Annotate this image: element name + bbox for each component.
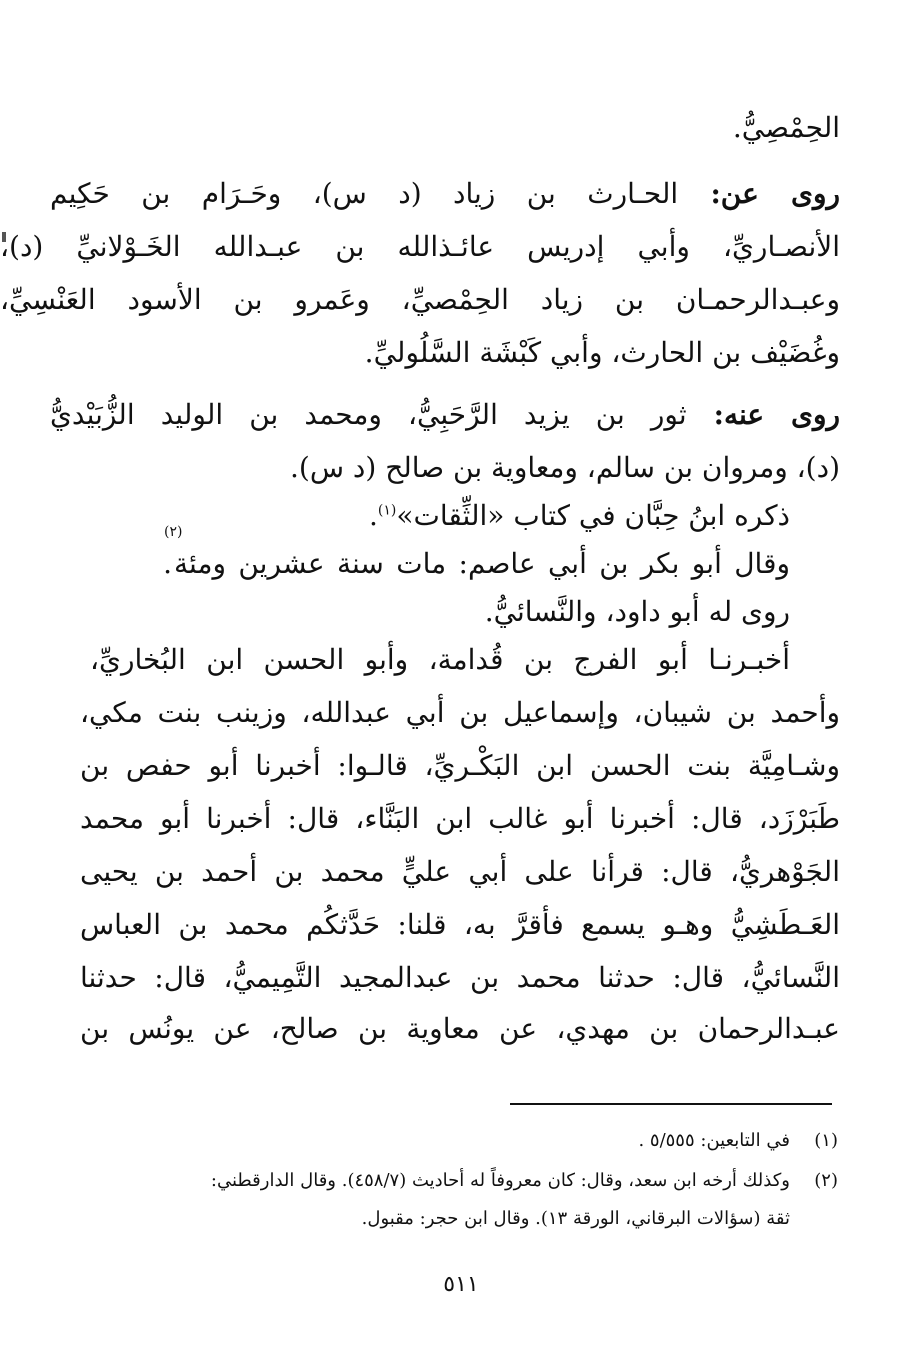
isnad-line-4 bbox=[80, 795, 840, 843]
abu-bakr-line bbox=[174, 540, 790, 588]
para1-line-2-text: الأنصـاريِّ، وأبي إدريس عائـذالله بن عبـدالله الخَـوْلانيِّ (د)، bbox=[0, 230, 840, 263]
abu-bakr-end: . bbox=[163, 547, 172, 580]
footnote-1-text: في التابعين: ٥/٥٥٥ . bbox=[638, 1130, 790, 1151]
para2-line-1-text: ثور بن يزيد الرَّحَبِيُّ، ومحمد بن الوليد الزُّبَيْديُّ bbox=[50, 398, 687, 431]
isnad-line-3-text: وشـامِيَّة بنت الحسن ابن البَكْـريِّ، قالـوا: أخبرنا أبو حفص بن bbox=[80, 749, 840, 782]
isnad-line-7 bbox=[80, 954, 840, 1002]
para1-line-4-text: وغُضَيْف بن الحارث، وأبي كَبْشَة السَّلُوليِّ. bbox=[364, 336, 840, 369]
footnote-2-continued bbox=[78, 1204, 838, 1234]
para1-line-4 bbox=[0, 329, 840, 377]
continued-name-line bbox=[540, 104, 840, 152]
footnote-ref-2: (٢) bbox=[164, 524, 183, 540]
para2-line-2 bbox=[0, 444, 840, 492]
para1-line-1 bbox=[50, 170, 840, 218]
isnad-line-8-text: عبـدالرحمان بن مهدي، عن معاوية بن صالح، عن يونُس بن bbox=[80, 1012, 840, 1045]
para1-line-2 bbox=[0, 223, 840, 271]
isnad-line-2-text: وأحمد بن شيبان، وإسماعيل بن أبي عبدالله، وزينب بنت مكي، bbox=[80, 696, 840, 729]
para1-line-3-text: وعبـدالرحمـان بن زياد الحِمْصيِّ، وعَمرو بن الأسود العَنْسِيِّ، bbox=[0, 283, 840, 316]
rawa-an-label: روى عن: bbox=[678, 177, 840, 210]
rawa-lahu-line bbox=[290, 588, 790, 636]
footnote-1 bbox=[78, 1126, 838, 1156]
footnote-1-number: (١) bbox=[814, 1130, 838, 1151]
footnote-divider bbox=[510, 1103, 832, 1105]
ibn-hibban-end: . bbox=[368, 499, 378, 532]
isnad-line-2 bbox=[80, 689, 840, 737]
isnad-line-5-text: الجَوْهريُّ، قال: قرأنا على أبي عليٍّ محمد بن أحمد بن يحيى bbox=[80, 855, 840, 888]
isnad-line-7-text: النَّسائيُّ، قال: حدثنا محمد بن عبدالمجيد التَّمِيميُّ، قال: حدثنا bbox=[80, 961, 840, 994]
footnote-2-cont-text: ثقة (سؤالات البرقاني، الورقة ١٣). وقال ابن حجر: مقبول. bbox=[361, 1208, 790, 1229]
isnad-line-6-text: العَـطَشِيُّ وهـو يسمع فأقرَّ به، قلنا: حَدَّثكُم محمد بن العباس bbox=[80, 908, 840, 941]
para1-line-1-text: الحـارث بن زياد (د س)، وحَـرَام بن حَكِيم bbox=[50, 177, 679, 210]
footnote-2-text: وكذلك أرخه ابن سعد، وقال: كان معروفاً له أحاديث (٤٥٨/٧). وقال الدارقطني: bbox=[210, 1170, 790, 1191]
rawa-lahu-text: روى له أبو داود، والنَّسائيُّ. bbox=[484, 595, 790, 628]
ibn-hibban-text: ذكره ابنُ حِبَّان في كتاب «الثِّقات» bbox=[396, 499, 790, 532]
isnad-line-5 bbox=[80, 848, 840, 896]
isnad-line-1-text: أخبـرنـا أبو الفرج بن قُدامة، وأبو الحسن ابن البُخاريِّ، bbox=[90, 643, 790, 676]
para1-line-3 bbox=[0, 276, 840, 324]
isnad-line-3 bbox=[80, 742, 840, 790]
continued-name-text: الحِمْصِيُّ. bbox=[732, 111, 840, 144]
para2-line-1 bbox=[50, 391, 840, 439]
footnote-2-number: (٢) bbox=[814, 1170, 838, 1191]
abu-bakr-text: وقال أبو بكر بن أبي عاصم: مات سنة عشرين ومئة bbox=[174, 547, 790, 580]
isnad-line-1 bbox=[90, 636, 790, 684]
isnad-line-6 bbox=[80, 901, 840, 949]
footnote-2 bbox=[78, 1166, 838, 1196]
footnote-ref-1: (١) bbox=[377, 502, 397, 519]
ibn-hibban-line bbox=[90, 492, 790, 540]
isnad-line-8 bbox=[80, 1005, 840, 1053]
page-number: ٥١١ bbox=[443, 1272, 479, 1297]
para2-line-2-text: (د)، ومروان بن سالم، ومعاوية بن صالح (د س). bbox=[290, 451, 840, 484]
isnad-line-4-text: طَبَرْزَد، قال: أخبرنا أبو غالب ابن البَنَّاء، قال: أخبرنا أبو محمد bbox=[80, 802, 840, 835]
rawa-anhu-label: روى عنه: bbox=[686, 398, 840, 431]
